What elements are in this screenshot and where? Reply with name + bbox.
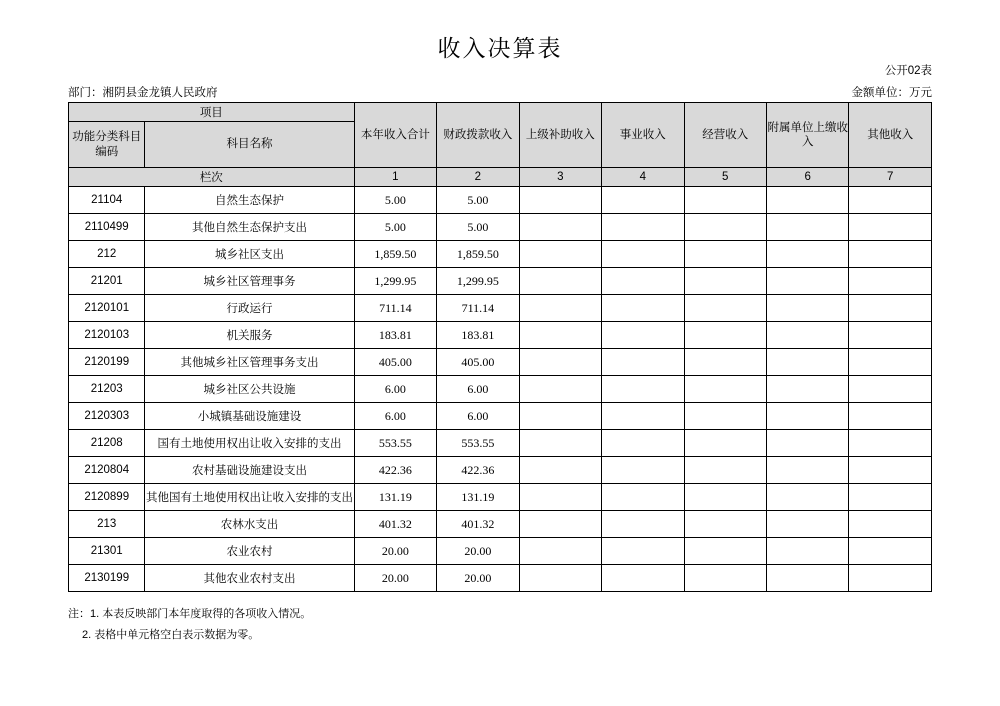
cell-career	[602, 430, 684, 457]
header-rank-4: 4	[602, 168, 684, 187]
cell-career	[602, 565, 684, 592]
cell-superior	[519, 349, 601, 376]
cell-business	[684, 322, 766, 349]
cell-superior	[519, 457, 601, 484]
cell-total: 405.00	[354, 349, 436, 376]
cell-fiscal: 5.00	[437, 187, 519, 214]
cell-career	[602, 538, 684, 565]
cell-subject-code: 21203	[69, 376, 145, 403]
cell-other	[849, 295, 932, 322]
cell-subject-name: 机关服务	[145, 322, 354, 349]
cell-other	[849, 241, 932, 268]
cell-career	[602, 241, 684, 268]
table-row	[69, 241, 932, 268]
table-body	[69, 187, 932, 592]
cell-subject-code: 2120899	[69, 484, 145, 511]
cell-career	[602, 295, 684, 322]
cell-total: 131.19	[354, 484, 436, 511]
header-col-name: 科目名称	[145, 122, 354, 168]
cell-total: 6.00	[354, 403, 436, 430]
cell-subsidiary	[766, 241, 848, 268]
cell-subsidiary	[766, 565, 848, 592]
cell-total: 5.00	[354, 187, 436, 214]
table-row	[69, 430, 932, 457]
cell-subject-name: 农林水支出	[145, 511, 354, 538]
table-row	[69, 484, 932, 511]
cell-business	[684, 376, 766, 403]
cell-career	[602, 403, 684, 430]
cell-career	[602, 457, 684, 484]
cell-other	[849, 268, 932, 295]
cell-subsidiary	[766, 268, 848, 295]
cell-career	[602, 322, 684, 349]
header-rank-1: 1	[354, 168, 436, 187]
cell-fiscal: 1,299.95	[437, 268, 519, 295]
cell-fiscal: 711.14	[437, 295, 519, 322]
table-row	[69, 187, 932, 214]
cell-subject-name: 农村基础设施建设支出	[145, 457, 354, 484]
cell-subject-name: 其他城乡社区管理事务支出	[145, 349, 354, 376]
cell-total: 5.00	[354, 214, 436, 241]
cell-fiscal: 401.32	[437, 511, 519, 538]
income-final-accounts-table	[68, 102, 932, 592]
cell-fiscal: 5.00	[437, 214, 519, 241]
table-row	[69, 538, 932, 565]
cell-subject-name: 行政运行	[145, 295, 354, 322]
cell-career	[602, 376, 684, 403]
header-col-subsidiary: 附属单位上缴收入	[766, 103, 848, 168]
cell-other	[849, 403, 932, 430]
note-line-2: 2. 表格中单元格空白表示数据为零。	[82, 628, 260, 641]
cell-subject-name: 城乡社区公共设施	[145, 376, 354, 403]
cell-total: 1,859.50	[354, 241, 436, 268]
cell-business	[684, 349, 766, 376]
cell-subject-name: 自然生态保护	[145, 187, 354, 214]
cell-subject-code: 2110499	[69, 214, 145, 241]
cell-other	[849, 322, 932, 349]
cell-superior	[519, 511, 601, 538]
cell-fiscal: 6.00	[437, 403, 519, 430]
cell-superior	[519, 241, 601, 268]
cell-total: 6.00	[354, 376, 436, 403]
meta-row	[68, 84, 932, 100]
cell-superior	[519, 295, 601, 322]
cell-career	[602, 349, 684, 376]
header-col-fiscal: 财政拨款收入	[437, 103, 519, 168]
cell-other	[849, 214, 932, 241]
table-row	[69, 268, 932, 295]
cell-subject-code: 21201	[69, 268, 145, 295]
table-row	[69, 295, 932, 322]
cell-other	[849, 565, 932, 592]
header-col-career: 事业收入	[602, 103, 684, 168]
cell-superior	[519, 214, 601, 241]
cell-superior	[519, 376, 601, 403]
cell-total: 20.00	[354, 538, 436, 565]
cell-superior	[519, 322, 601, 349]
cell-subject-code: 21208	[69, 430, 145, 457]
cell-business	[684, 457, 766, 484]
cell-superior	[519, 538, 601, 565]
cell-business	[684, 484, 766, 511]
note-line-1: 注：1. 本表反映部门本年度取得的各项收入情况。	[68, 608, 312, 620]
cell-superior	[519, 565, 601, 592]
cell-fiscal: 183.81	[437, 322, 519, 349]
cell-subject-code: 2120199	[69, 349, 145, 376]
cell-career	[602, 268, 684, 295]
header-col-superior: 上级补助收入	[519, 103, 601, 168]
cell-subsidiary	[766, 538, 848, 565]
cell-fiscal: 6.00	[437, 376, 519, 403]
header-col-code: 功能分类科目编码	[69, 122, 145, 168]
table-notes	[68, 604, 311, 646]
cell-total: 553.55	[354, 430, 436, 457]
cell-other	[849, 430, 932, 457]
amount-unit-label: 金额单位：万元	[851, 87, 932, 99]
cell-business	[684, 268, 766, 295]
cell-business	[684, 565, 766, 592]
cell-career	[602, 484, 684, 511]
table-row	[69, 565, 932, 592]
cell-superior	[519, 484, 601, 511]
cell-business	[684, 214, 766, 241]
cell-fiscal: 1,859.50	[437, 241, 519, 268]
cell-subsidiary	[766, 430, 848, 457]
table-row	[69, 457, 932, 484]
cell-subject-name: 其他国有土地使用权出让收入安排的支出	[145, 484, 354, 511]
cell-business	[684, 430, 766, 457]
header-rank-7: 7	[849, 168, 932, 187]
cell-subject-code: 2120804	[69, 457, 145, 484]
cell-business	[684, 511, 766, 538]
table-row	[69, 322, 932, 349]
page-title: 收入决算表	[437, 36, 563, 61]
cell-total: 183.81	[354, 322, 436, 349]
cell-subject-name: 城乡社区管理事务	[145, 268, 354, 295]
cell-total: 401.32	[354, 511, 436, 538]
cell-other	[849, 349, 932, 376]
cell-subsidiary	[766, 322, 848, 349]
cell-other	[849, 511, 932, 538]
cell-fiscal: 405.00	[437, 349, 519, 376]
table-row	[69, 511, 932, 538]
cell-subsidiary	[766, 457, 848, 484]
cell-subject-name: 国有土地使用权出让收入安排的支出	[145, 430, 354, 457]
header-col-business: 经营收入	[684, 103, 766, 168]
cell-career	[602, 214, 684, 241]
cell-other	[849, 457, 932, 484]
header-rank-6: 6	[766, 168, 848, 187]
header-rank-label: 栏次	[69, 168, 355, 187]
cell-business	[684, 187, 766, 214]
cell-business	[684, 295, 766, 322]
cell-career	[602, 187, 684, 214]
header-rank-3: 3	[519, 168, 601, 187]
cell-superior	[519, 430, 601, 457]
cell-business	[684, 241, 766, 268]
cell-other	[849, 187, 932, 214]
cell-subject-code: 2130199	[69, 565, 145, 592]
cell-other	[849, 484, 932, 511]
table-row	[69, 403, 932, 430]
department-label: 部门：湘阴县金龙镇人民政府	[68, 87, 218, 99]
cell-subsidiary	[766, 214, 848, 241]
cell-subject-name: 农业农村	[145, 538, 354, 565]
cell-superior	[519, 268, 601, 295]
header-group-project: 项目	[69, 103, 355, 122]
cell-subject-code: 212	[69, 241, 145, 268]
cell-subsidiary	[766, 187, 848, 214]
form-code-label: 公开02表	[884, 65, 932, 77]
cell-total: 1,299.95	[354, 268, 436, 295]
cell-subject-name: 其他自然生态保护支出	[145, 214, 354, 241]
cell-fiscal: 131.19	[437, 484, 519, 511]
header-rank-2: 2	[437, 168, 519, 187]
cell-subject-code: 2120103	[69, 322, 145, 349]
cell-subsidiary	[766, 511, 848, 538]
cell-fiscal: 553.55	[437, 430, 519, 457]
cell-subsidiary	[766, 376, 848, 403]
cell-subject-name: 小城镇基础设施建设	[145, 403, 354, 430]
cell-subsidiary	[766, 403, 848, 430]
cell-total: 422.36	[354, 457, 436, 484]
cell-subject-name: 其他农业农村支出	[145, 565, 354, 592]
cell-business	[684, 403, 766, 430]
cell-business	[684, 538, 766, 565]
cell-other	[849, 538, 932, 565]
cell-career	[602, 511, 684, 538]
header-col-other: 其他收入	[849, 103, 932, 168]
table-row	[69, 349, 932, 376]
cell-subsidiary	[766, 484, 848, 511]
cell-total: 711.14	[354, 295, 436, 322]
cell-superior	[519, 187, 601, 214]
cell-subject-code: 213	[69, 511, 145, 538]
cell-subject-code: 2120101	[69, 295, 145, 322]
cell-subject-name: 城乡社区支出	[145, 241, 354, 268]
cell-subject-code: 2120303	[69, 403, 145, 430]
cell-fiscal: 20.00	[437, 538, 519, 565]
table-row	[69, 376, 932, 403]
header-col-total: 本年收入合计	[354, 103, 436, 168]
table-row	[69, 214, 932, 241]
table-header	[69, 103, 932, 187]
cell-subject-code: 21104	[69, 187, 145, 214]
cell-subsidiary	[766, 295, 848, 322]
cell-superior	[519, 403, 601, 430]
cell-total: 20.00	[354, 565, 436, 592]
header-rank-5: 5	[684, 168, 766, 187]
cell-subsidiary	[766, 349, 848, 376]
cell-subject-code: 21301	[69, 538, 145, 565]
cell-other	[849, 376, 932, 403]
cell-fiscal: 20.00	[437, 565, 519, 592]
cell-fiscal: 422.36	[437, 457, 519, 484]
